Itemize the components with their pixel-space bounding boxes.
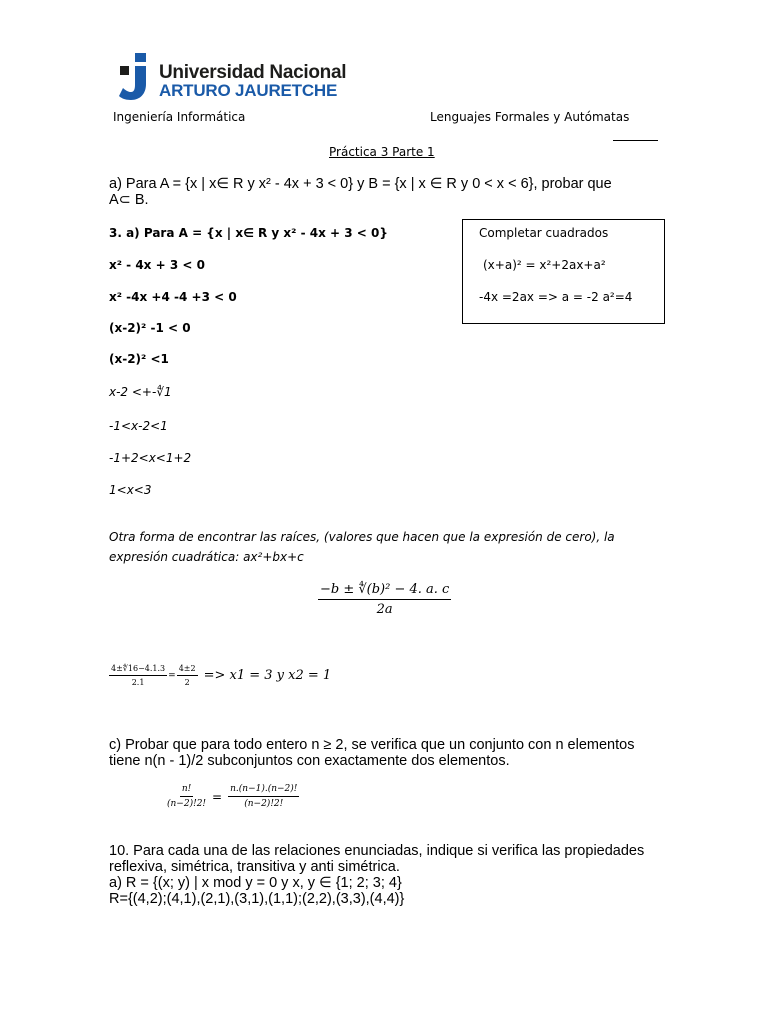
problem10-line1: 10. Para cada una de las relaciones enunciadas, indique si verifica las propiedades xyxy=(109,843,645,859)
box-line2: -4x =2ax => a = -2 a²=4 xyxy=(479,290,633,304)
box-title: Completar cuadrados xyxy=(479,226,609,240)
problem10-line3: a) R = {(x; y) | x mod y = 0 y x, y ∈ {1; 2; 3; 4} xyxy=(109,875,402,891)
other-method-line2: expresión cuadrática: ax²+bx+c xyxy=(109,550,304,564)
formula-denominator: 2a xyxy=(376,602,393,617)
problem10-line4: R={(4,2);(4,1),(2,1),(3,1),(1,1);(2,2),(3,3),(4,4)} xyxy=(109,891,405,907)
calc-denominator-1: 2.1 xyxy=(131,678,145,687)
box-line1: (x+a)² = x²+2ax+a² xyxy=(483,258,606,272)
logo-university-subname: ARTURO JAURETCHE xyxy=(159,81,338,100)
step-2: x² -4x +4 -4 +3 < 0 xyxy=(109,290,237,304)
career-label: Ingeniería Informática xyxy=(113,110,246,124)
comb-numerator-1: n! xyxy=(180,784,193,797)
calc-numerator-2: 4±2 xyxy=(177,664,198,676)
step-7: -1+2<x<1+2 xyxy=(109,451,192,465)
problem10-line2: reflexiva, simétrica, transitiva y anti simétrica. xyxy=(109,859,400,875)
page-title: Práctica 3 Parte 1 xyxy=(329,145,435,159)
other-method-line1: Otra forma de encontrar las raíces, (valores que hacen que la expresión de cero), la xyxy=(109,530,615,544)
comb-numerator-2: n.(n−1).(n−2)! xyxy=(228,784,299,797)
combinatorial-formula xyxy=(167,784,299,809)
step-3: (x-2)² -1 < 0 xyxy=(109,321,191,335)
blank-line xyxy=(613,140,658,141)
problem-c-line2: tiene n(n - 1)/2 subconjuntos con exactamente dos elementos. xyxy=(109,753,510,769)
calc-denominator-2: 2 xyxy=(184,678,190,687)
step-6: -1<x-2<1 xyxy=(109,419,168,433)
calc-result: => x1 = 3 y x2 = 1 xyxy=(203,668,332,683)
step-5: x-2 <+-∜1 xyxy=(109,385,172,399)
equals-sign: = xyxy=(212,789,223,804)
problem3-statement-line2: A⊂ B. xyxy=(109,192,149,208)
step-4: (x-2)² <1 xyxy=(109,352,169,366)
equals-sign: = xyxy=(168,670,176,681)
quadratic-formula xyxy=(318,582,451,617)
step-1: x² - 4x + 3 < 0 xyxy=(109,258,205,272)
problem-c-line1: c) Probar que para todo entero n ≥ 2, se verifica que un conjunto con n elementos xyxy=(109,737,635,753)
logo-university-name: Universidad Nacional xyxy=(159,62,347,83)
university-logo-mark xyxy=(118,52,156,102)
step-8: 1<x<3 xyxy=(109,483,152,497)
formula-numerator: −b ± ∜(b)² − 4. a. c xyxy=(318,582,451,600)
subject-label: Lenguajes Formales y Autómatas xyxy=(430,110,630,124)
comb-denominator-1: (n−2)!2! xyxy=(167,799,207,809)
roots-calculation xyxy=(109,664,331,687)
problem3-statement-line1: a) Para A = {x | x∈ R y x² - 4x + 3 < 0} y B = {x | x ∈ R y 0 < x < 6}, probar que xyxy=(109,176,612,192)
calc-numerator-1: 4±∜16−4.1.3 xyxy=(109,664,167,676)
problem3-heading: 3. a) Para A = {x | x∈ R y x² - 4x + 3 < 0} xyxy=(109,226,388,240)
comb-denominator-2: (n−2)!2! xyxy=(244,799,284,809)
